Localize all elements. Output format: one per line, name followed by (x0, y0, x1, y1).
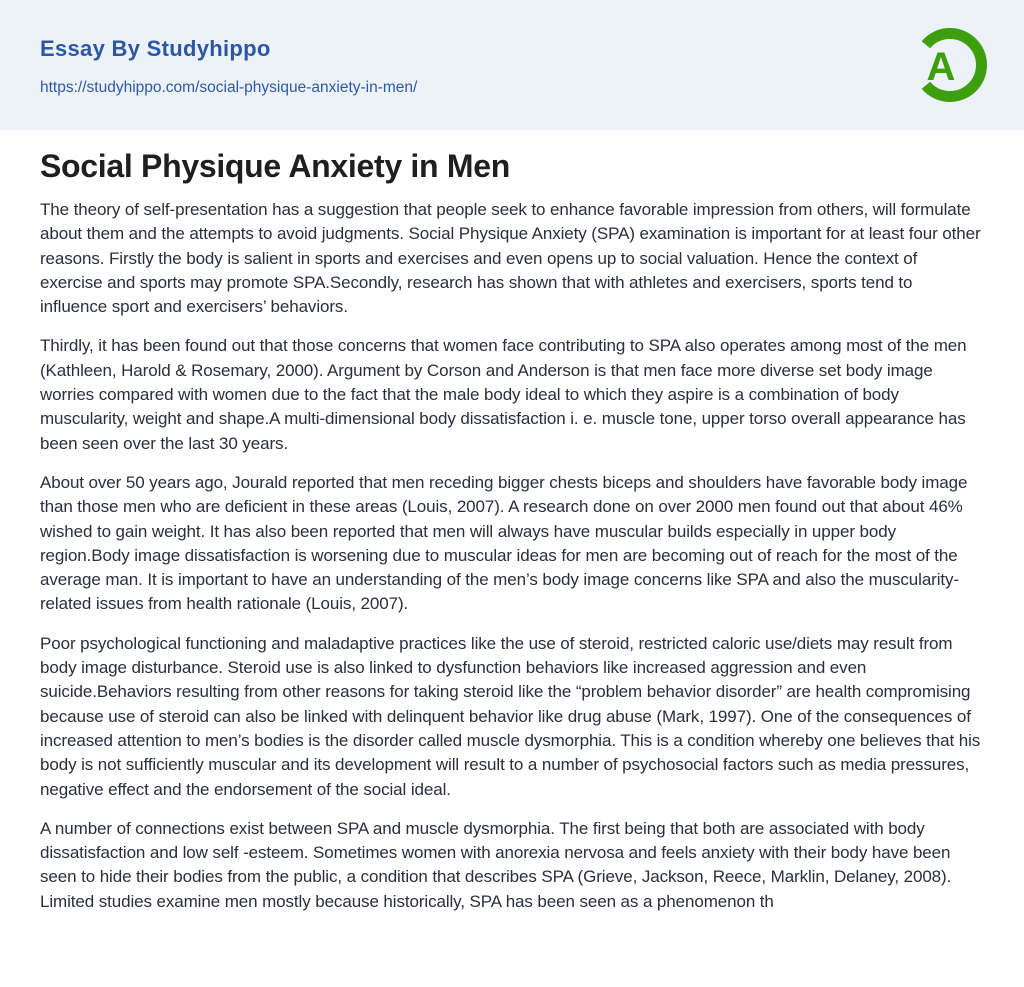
essay-paragraph-4: Poor psychological functioning and maladaptive practices like the use of steroid, restricted caloric use/diets may result from body image disturbance. Steroid use is also linked to dysfunction behaviors like increased aggression and even suicide.Behaviors resulting from other reasons for taking steroid like the “problem behavior disorder” are health compromising because use of steroid can also be linked with delinquent behavior like drug abuse (Mark, 1997). One of the consequences of increased attention to men’s bodies is the disorder called muscle dysmorphia. This is a condition whereby one believes that his body is not sufficiently muscular and its development will result to a number of psychosocial factors such as media pressures, negative effect and the endorsement of the social ideal. (40, 633, 981, 799)
article-title: Social Physique Anxiety in Men (40, 148, 510, 184)
page-url-link[interactable]: https://studyhippo.com/social-physique-anxiety-in-men/ (40, 79, 418, 97)
logo-letter: A (926, 45, 956, 89)
essay-paragraph-3: About over 50 years ago, Jourald reported that men receding bigger chests biceps and shoulders have favorable body image than those men who are deficient in these areas (Louis, 2007). A research done on over 2000 men found out that about 46% wished to gain weight. It has also been reported that men will always have muscular builds especially in upper body region.Body image dissatisfaction is worsening due to muscular ideas for men are becoming out of reach for the most of the average man. It is important to have an understanding of the men’s body image concerns like SPA and also the muscularity- related issues from health rationale (Louis, 2007). (40, 472, 968, 614)
header-text-block (40, 34, 417, 96)
essay-paragraph-2: Thirdly, it has been found out that those concerns that women face contributing to SPA also operates among most of the men (Kathleen, Harold & Rosemary, 2000). Argument by Corson and Anderson is that men face more diverse set body image worries compared with women due to the fact that the male body ideal to which they aspire is a combination of body muscularity, weight and shape.A multi-dimensional body dissatisfaction i. e. muscle tone, upper torso overall appearance has been seen over the last 30 years. (40, 336, 967, 453)
studyhippo-logo-icon (913, 28, 987, 102)
essay-paragraph-5: A number of connections exist between SPA and muscle dysmorphia. The first being that both are associated with body dissatisfaction and low self -esteem. Sometimes women with anorexia nervosa and feels anxiety with their body have been seen to hide their bodies from the public, a condition that describes SPA (Grieve, Jackson, Reece, Marklin, Delaney, 2008). Limited studies examine men mostly because historically, SPA has been seen as a phenomenon th (40, 818, 952, 911)
essay-article (0, 130, 1024, 914)
brand-title: Essay By Studyhippo (40, 36, 271, 62)
page-header (0, 0, 1024, 130)
essay-paragraph-1: The theory of self-presentation has a suggestion that people seek to enhance favorable impression from others, will formulate about them and the attempts to avoid judgments. Social Physique Anxiety (SPA) examination is important for at least four other reasons. Firstly the body is salient in sports and exercises and even opens up to social valuation. Hence the context of exercise and sports may promote SPA.Secondly, research has shown that with athletes and exercisers, sports tend to influence sport and exercisers’ behaviors. (40, 200, 981, 317)
